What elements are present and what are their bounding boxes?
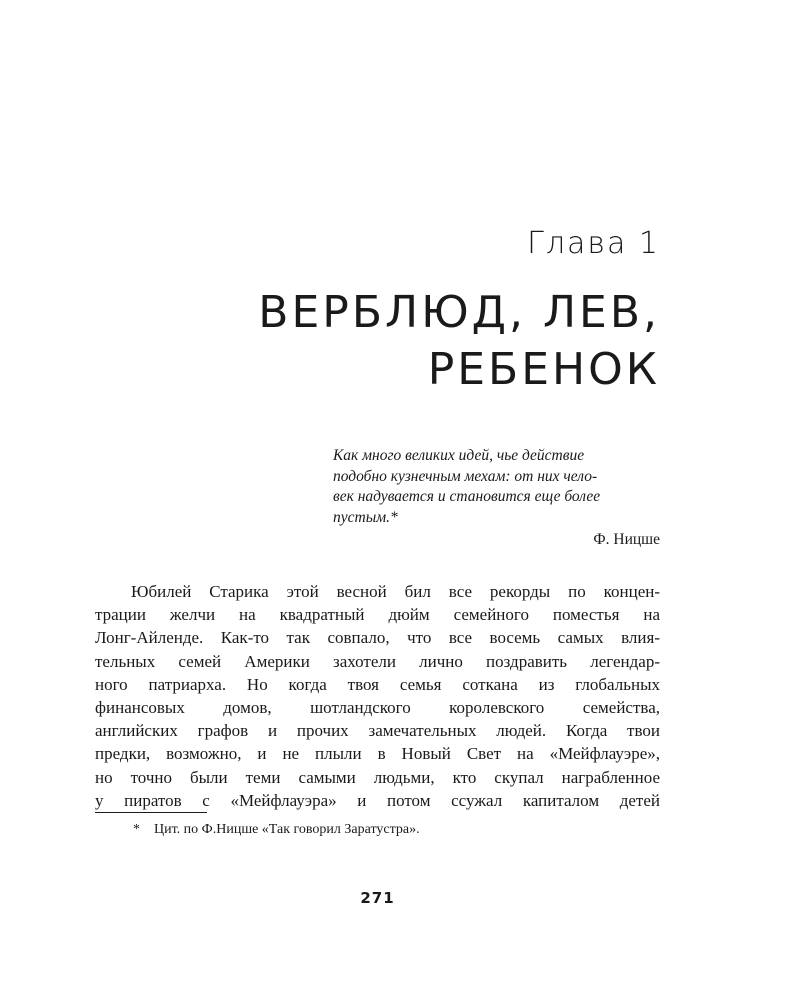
epigraph-line: пустым.*: [333, 508, 398, 526]
body-line: английских графов и прочих замечательных людей. Когда твои: [95, 721, 660, 741]
chapter-label: Глава 1: [527, 226, 660, 261]
body-line: ного патриарха. Но когда твоя семья соткана из глобальных: [95, 674, 660, 694]
footnote-marker: *: [133, 822, 140, 837]
epigraph-line: подобно кузнечным мехам: от них чело-: [333, 467, 598, 485]
page-number: 271: [360, 889, 395, 907]
epigraph: [333, 446, 660, 551]
body-line: предки, возможно, и не плыли в Новый Свет на «Мейфлауэре»,: [95, 744, 660, 764]
body-line: финансовых домов, шотландского королевского семейства,: [95, 697, 660, 717]
body-line: трации желчи на квадратный дюйм семейного поместья на: [95, 605, 660, 625]
body-line: Юбилей Старика этой весной бил все рекорды по концен-: [131, 582, 660, 601]
footnote-text: Цит. по Ф.Ницше «Так говорил Заратустра».: [154, 822, 420, 837]
body-line: но точно были теми самыми людьми, кто скупал награбленное: [95, 767, 660, 787]
body-line: у пиратов с «Мейфлауэра» и потом ссужал капиталом детей: [95, 790, 660, 810]
footnote: [133, 820, 420, 840]
body-paragraph: [95, 580, 660, 812]
epigraph-line: век надувается и становится еще более: [333, 488, 601, 505]
chapter-title-line: РЕБЕНОК: [427, 344, 660, 395]
body-line: Лонг-Айленде. Как-то так совпало, что все восемь самых влия-: [95, 628, 660, 648]
body-line: тельных семей Америки захотели лично поздравить легендар-: [95, 651, 660, 671]
footnote-divider: [95, 812, 207, 813]
chapter-title-line: ВЕРБЛЮД, ЛЕВ,: [258, 287, 660, 338]
chapter-title: [258, 284, 660, 398]
epigraph-line: Как много великих идей, чье действие: [333, 447, 585, 464]
epigraph-author: Ф. Ницше: [593, 531, 660, 548]
